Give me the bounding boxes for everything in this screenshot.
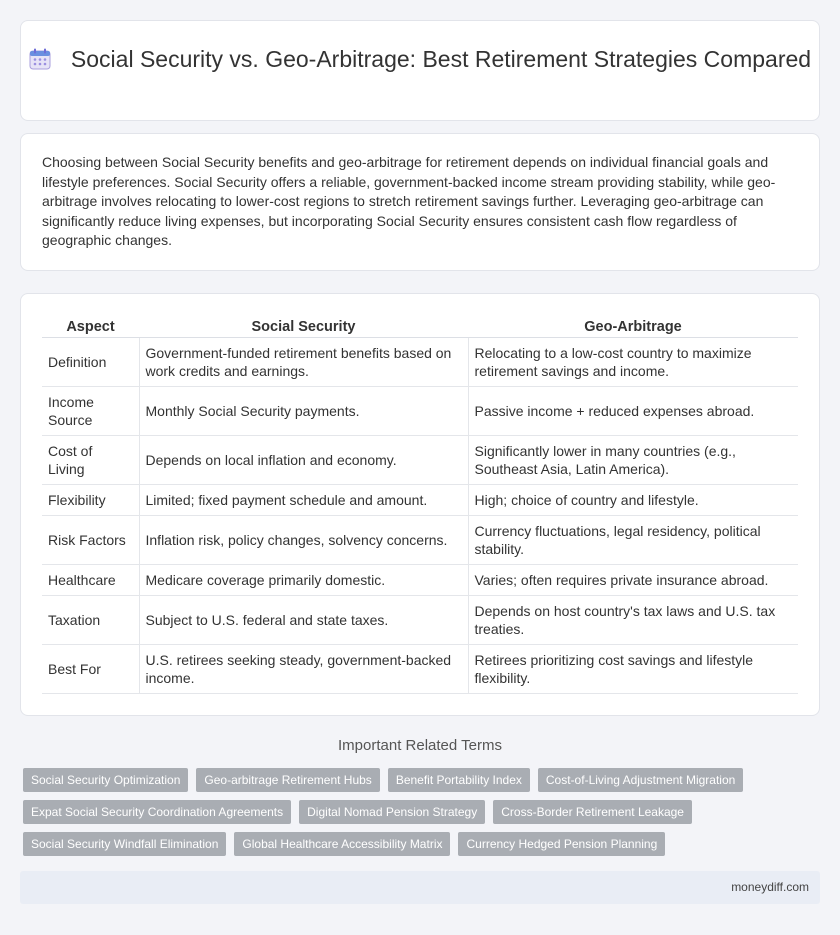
intro-card (20, 133, 820, 271)
aspect-cell: Taxation (42, 595, 139, 644)
social-security-cell: Limited; fixed payment schedule and amount. (139, 484, 468, 515)
related-term-tag[interactable]: Expat Social Security Coordination Agreements (23, 800, 291, 824)
title-card (20, 20, 820, 121)
geo-arbitrage-cell: High; choice of country and lifestyle. (468, 484, 798, 515)
table-header-row (42, 314, 798, 337)
aspect-cell: Definition (42, 337, 139, 386)
social-security-cell: Subject to U.S. federal and state taxes. (139, 595, 468, 644)
geo-arbitrage-cell: Passive income + reduced expenses abroad. (468, 386, 798, 435)
aspect-cell: Flexibility (42, 484, 139, 515)
column-header-social-security: Social Security (139, 314, 468, 337)
related-term-tag[interactable]: Social Security Optimization (23, 768, 188, 792)
aspect-cell: Income Source (42, 386, 139, 435)
calendar-icon (29, 48, 51, 70)
aspect-cell: Cost of Living (42, 435, 139, 484)
tag-row (23, 800, 823, 824)
intro-paragraph: Choosing between Social Security benefits and geo-arbitrage for retirement depends on individual financial goals and lifestyle preferences. Social Security offers a reliable, government-backed income stream providing stability, while geo-arbitrage involves relocating to lower-cost regions to stretch retirement savings further. Leveraging geo-arbitrage can significantly reduce living expenses, but incorporating Social Security ensures consistent cash flow regardless of geographic changes. (42, 154, 776, 249)
tag-row (23, 768, 823, 792)
social-security-cell: Medicare coverage primarily domestic. (139, 564, 468, 595)
geo-arbitrage-cell: Relocating to a low-cost country to maximize retirement savings and income. (468, 337, 798, 386)
footer-bar (20, 871, 820, 904)
table-row (42, 595, 798, 644)
table-row (42, 386, 798, 435)
related-term-tag[interactable]: Geo-arbitrage Retirement Hubs (196, 768, 379, 792)
social-security-cell: Inflation risk, policy changes, solvency concerns. (139, 515, 468, 564)
related-terms-heading: Important Related Terms (338, 737, 502, 754)
comparison-table-card (20, 293, 820, 716)
tag-row (23, 832, 823, 856)
geo-arbitrage-cell: Significantly lower in many countries (e.g., Southeast Asia, Latin America). (468, 435, 798, 484)
related-term-tag[interactable]: Digital Nomad Pension Strategy (299, 800, 485, 824)
table-row (42, 337, 798, 386)
column-header-geo-arbitrage: Geo-Arbitrage (468, 314, 798, 337)
related-terms-tags (23, 768, 823, 864)
geo-arbitrage-cell: Retirees prioritizing cost savings and lifestyle flexibility. (468, 644, 798, 693)
table-row (42, 435, 798, 484)
related-term-tag[interactable]: Cross-Border Retirement Leakage (493, 800, 692, 824)
related-term-tag[interactable]: Benefit Portability Index (388, 768, 530, 792)
social-security-cell: Monthly Social Security payments. (139, 386, 468, 435)
related-term-tag[interactable]: Global Healthcare Accessibility Matrix (234, 832, 450, 856)
aspect-cell: Healthcare (42, 564, 139, 595)
column-header-aspect: Aspect (42, 314, 139, 337)
table-row (42, 484, 798, 515)
comparison-table (42, 314, 798, 694)
table-row (42, 564, 798, 595)
geo-arbitrage-cell: Depends on host country's tax laws and U.S. tax treaties. (468, 595, 798, 644)
social-security-cell: U.S. retirees seeking steady, government-backed income. (139, 644, 468, 693)
geo-arbitrage-cell: Varies; often requires private insurance abroad. (468, 564, 798, 595)
table-row (42, 644, 798, 693)
social-security-cell: Government-funded retirement benefits based on work credits and earnings. (139, 337, 468, 386)
footer-site-name[interactable]: moneydiff.com (731, 880, 809, 894)
aspect-cell: Best For (42, 644, 139, 693)
related-term-tag[interactable]: Cost-of-Living Adjustment Migration (538, 768, 743, 792)
aspect-cell: Risk Factors (42, 515, 139, 564)
related-term-tag[interactable]: Currency Hedged Pension Planning (458, 832, 665, 856)
geo-arbitrage-cell: Currency fluctuations, legal residency, political stability. (468, 515, 798, 564)
table-row (42, 515, 798, 564)
page-title: Social Security vs. Geo-Arbitrage: Best Retirement Strategies Compared (70, 46, 812, 72)
social-security-cell: Depends on local inflation and economy. (139, 435, 468, 484)
related-term-tag[interactable]: Social Security Windfall Elimination (23, 832, 226, 856)
